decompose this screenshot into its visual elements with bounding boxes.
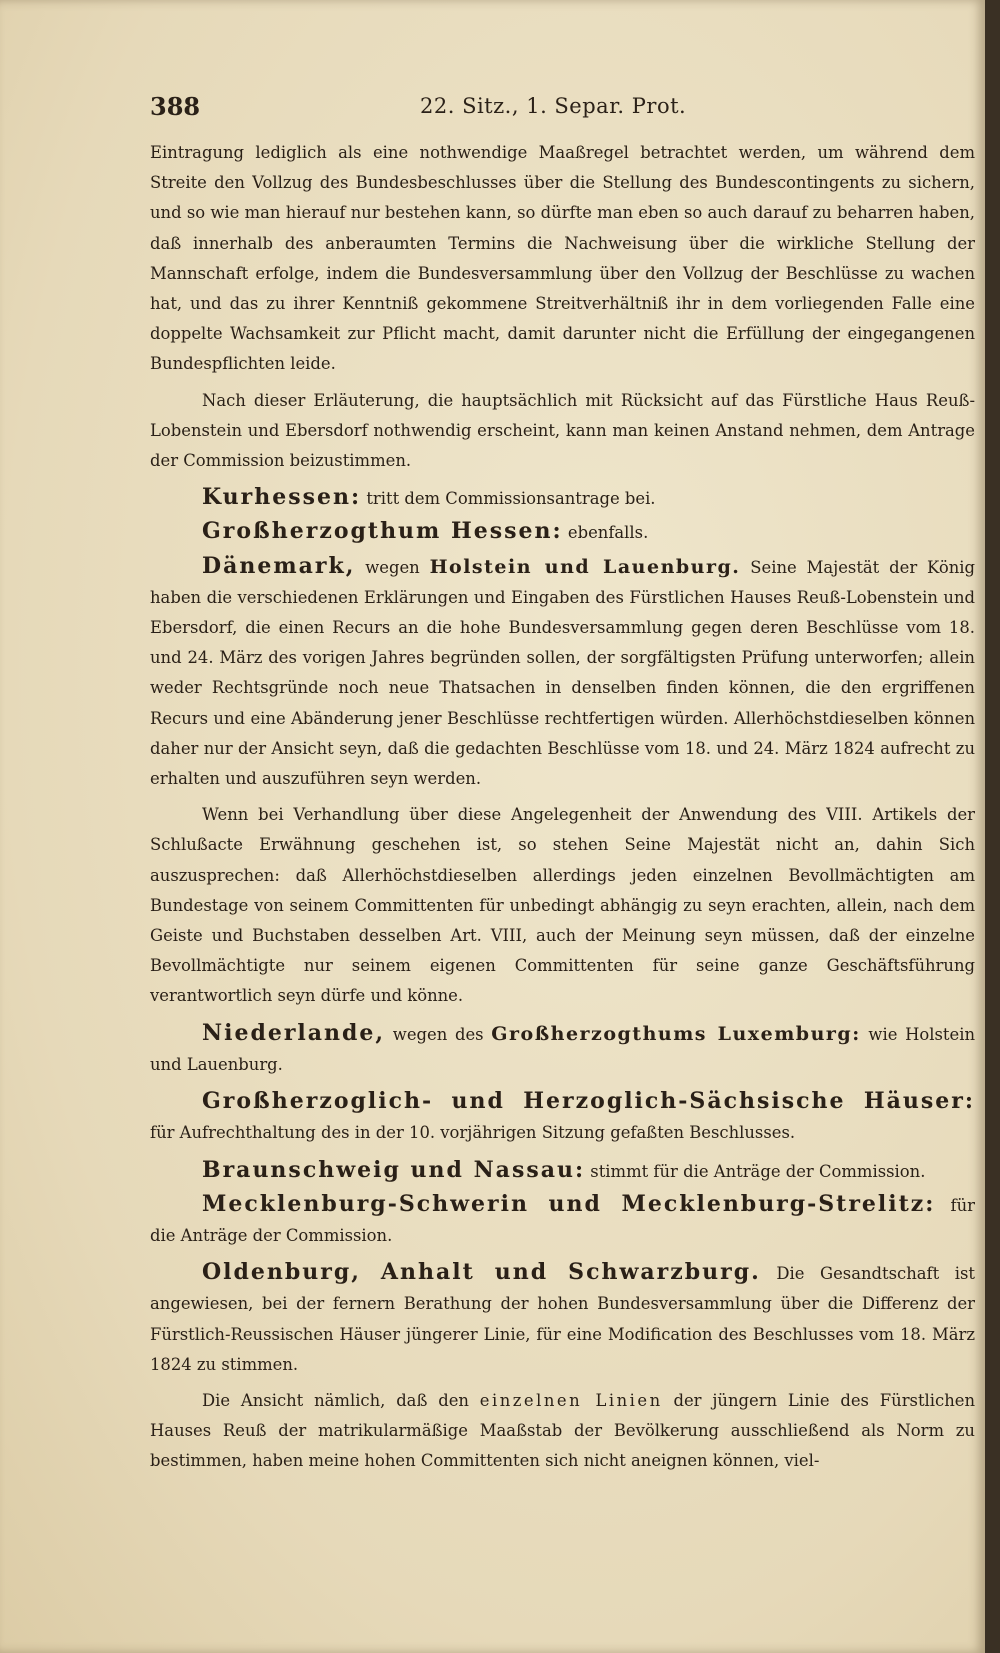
page-number: 388 — [150, 92, 201, 121]
vote-braunschweig — [150, 1155, 975, 1187]
running-head: 22. Sitz., 1. Separ. Prot. — [420, 94, 687, 118]
vote-oldenburg — [150, 1257, 975, 1380]
vote-text: für Aufrechthaltung des in der 10. vorjährigen Sitzung gefaßten Beschlusses. — [150, 1123, 796, 1143]
page-edge-shadow — [985, 0, 1000, 1653]
vote-text: für die Anträge der Commission. — [150, 1195, 975, 1245]
speaker-braunschweig: Braunschweig und Nassau: — [202, 1156, 586, 1183]
speaker-mecklenburg: Mecklenburg-Schwerin und Mecklenburg-Strelitz: — [202, 1190, 936, 1217]
vote-daenemark — [150, 551, 975, 795]
speaker-holstein: Holstein und Lauenburg. — [429, 555, 741, 578]
vote-saechsische-haeuser — [150, 1086, 975, 1148]
paragraph-erlaeuterung: Nach dieser Erläuterung, die hauptsächlich mit Rücksicht auf das Fürstliche Haus Reuß-Lobenstein und Ebersdorf nothwendig erscheint, kann man keinen Anstand nehmen, dem Antrage der Commission beizustimmen. — [150, 390, 975, 471]
speaker-kurhessen: Kurhessen: — [202, 484, 362, 511]
vote-text: stimmt für die Anträge der Commission. — [585, 1161, 926, 1181]
paragraph-continuation: Eintragung lediglich als eine nothwendige Maaßregel betrachtet werden, um während dem Streite den Vollzug des Bundesbeschlusses über die Stellung des Bundescontingents zu sichern, und so wie man hierauf nur bestehen kann, so dürfte man eben so auch darauf zu beharren haben, daß innerhalb des anberaumten Termins die Nachweisung über die wirkliche Stellung der Mannschaft erfolge, indem die Bundesversammlung über den Vollzug der Beschlüsse zu wachen hat, und das zu ihrer Kenntniß gekommene Streitverhältniß ihr in dem vorliegenden Falle eine doppelte Wachsamkeit zur Pflicht macht, damit darunter nicht die Erfüllung der eingegangenen Bundespflichten leide. — [150, 143, 975, 374]
body-text — [150, 138, 975, 1483]
speaker-saechsische-haeuser: Großherzoglich- und Herzoglich-Sächsische Häuser: — [202, 1088, 975, 1115]
spaced-emphasis: einzelnen Linien — [479, 1390, 663, 1410]
vote-hessen — [150, 516, 975, 548]
speaker-oldenburg: Oldenburg, Anhalt und Schwarzburg. — [202, 1259, 761, 1286]
paragraph-ansicht — [150, 1386, 975, 1477]
vote-kurhessen — [150, 482, 975, 514]
text-fragment: Die Ansicht nämlich, daß den — [202, 1390, 480, 1410]
page-header — [150, 92, 940, 126]
paragraph-artikel-viii: Wenn bei Verhandlung über diese Angelegenheit der Anwendung des VIII. Artikels der Schlußacte Erwähnung geschehen ist, so stehen Seine Majestät nicht an, dahin Sich auszusprechen: daß Allerhöchstdieselben allerdings jeden einzelnen Bevollmächtigten am Bundestage von seinem Committenten für unbedingt abhängig zu seyn erachten, allein, nach dem Geiste und Buchstaben desselben Art. VIII, auch der Meinung seyn müssen, daß der einzelne Bevollmächtigte nur seinem eigenen Committenten für seine ganze Geschäftsführung verantwortlich seyn dürfe und könne. — [150, 805, 975, 1006]
speaker-luxemburg: Großherzogthums Luxemburg: — [491, 1022, 861, 1045]
vote-mecklenburg — [150, 1189, 975, 1251]
speaker-connector: wegen des — [385, 1024, 492, 1044]
speaker-niederlande: Niederlande, — [202, 1019, 386, 1046]
speaker-hessen: Großherzogthum Hessen: — [202, 518, 563, 545]
vote-niederlande — [150, 1018, 975, 1080]
vote-text: tritt dem Commissionsantrage bei. — [361, 489, 656, 509]
speaker-daenemark: Dänemark, — [202, 552, 356, 579]
vote-text: Die Gesandtschaft ist angewiesen, bei der fernern Berathung der hohen Bundesversammlung über die Differenz der Fürstlich-Reussischen Häuser jüngerer Linie, für eine Modification des Beschlusses vom 18. März 1824 zu stimmen. — [150, 1264, 975, 1374]
vote-text: wie Holstein und Lauenburg. — [150, 1024, 975, 1074]
vote-text: Seine Majestät der König haben die verschiedenen Erklärungen und Eingaben des Fürstlichen Hauses Reuß-Lobenstein und Ebersdorf, die einen Recurs an die hohe Bundesversammlung gegen deren Beschlüsse vom 18. und 24. März des vorigen Jahres begründen sollen, der sorgfältigsten Prüfung unterworfen; allein weder Rechtsgründe noch neue Thatsachen in denselben finden können, die den ergriffenen Recurs und eine Abänderung jener Beschlüsse rechtfertigen würden. Allerhöchstdieselben können daher nur der Ansicht seyn, daß die gedachten Beschlüsse vom 18. und 24. März 1824 aufrecht zu erhalten und auszuführen seyn werden. — [150, 557, 976, 789]
text-fragment: der jüngern Linie des Fürstlichen Hauses Reuß der matrikularmäßige Maaßstab der Bevölkerung ausschließend als Norm zu bestimmen, haben meine hohen Committenten sich nicht aneignen können, viel- — [150, 1390, 976, 1471]
vote-text: ebenfalls. — [562, 523, 649, 543]
speaker-connector: wegen — [355, 557, 430, 577]
